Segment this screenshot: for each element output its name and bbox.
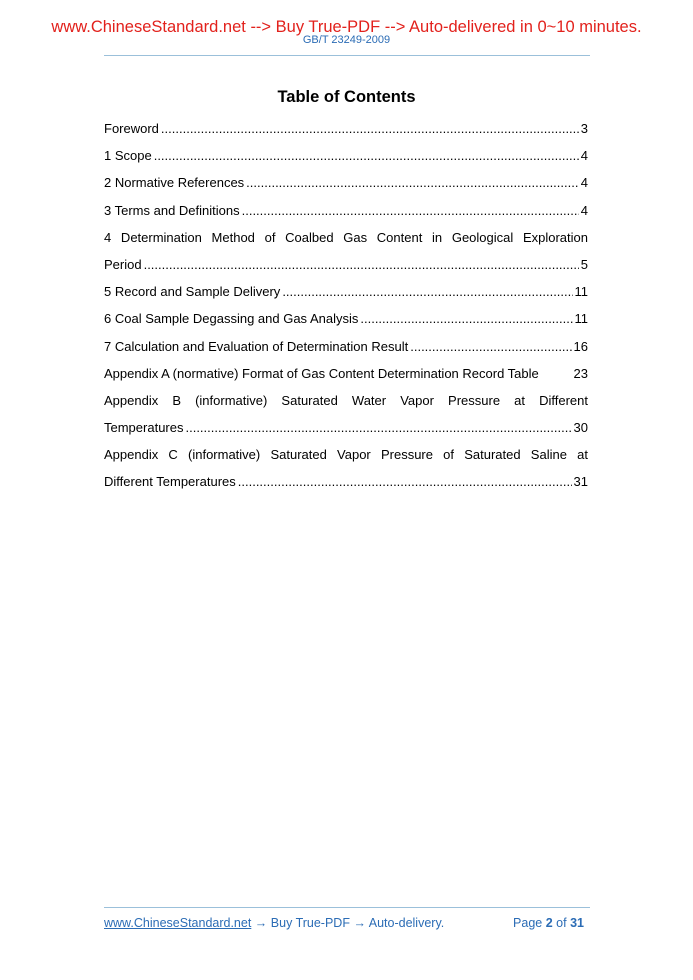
toc-leader-dots <box>360 309 572 329</box>
header-divider <box>104 55 590 56</box>
arrow-right-icon: → <box>353 916 366 930</box>
toc-entry-text: 5 Record and Sample Delivery <box>104 284 281 300</box>
toc-leader-dots <box>238 472 572 492</box>
toc-entry-page: 5 <box>580 256 588 272</box>
toc-entry-text: 1 Scope <box>104 148 152 164</box>
toc-leader-dots <box>242 201 579 221</box>
toc-entry-text: Foreword <box>104 121 159 136</box>
toc-entry-foreword[interactable] <box>104 119 588 146</box>
toc-leader-dots <box>282 282 572 302</box>
footer-delivery-text: Auto-delivery. <box>368 916 445 930</box>
toc-entry-page: 23 <box>573 365 588 381</box>
toc-entry-appendix-b-line1[interactable]: Appendix B (informative) Saturated Water Vapor Pressure at Different <box>104 392 588 408</box>
toc-leader-dots <box>246 173 579 193</box>
toc-leader-dots <box>154 146 579 166</box>
toc-entry-degassing-gas-analysis[interactable] <box>104 309 588 336</box>
page-current: 2 <box>545 916 553 930</box>
toc-entry-determination-method-line1[interactable]: 4 Determination Method of Coalbed Gas Content in Geological Exploration <box>104 229 588 245</box>
toc-entry-terms-definitions[interactable] <box>104 201 588 228</box>
page-label: Page <box>513 916 543 930</box>
toc-leader-dots <box>185 418 571 438</box>
header-banner-link[interactable]: www.ChineseStandard.net --> Buy True-PDF --> Auto-delivered in 0~10 minutes. <box>51 18 642 36</box>
page-of: of <box>556 916 567 930</box>
toc-entry-text: 2 Normative References <box>104 175 245 191</box>
toc-leader-dots <box>161 119 579 139</box>
toc-leader-dots <box>410 337 571 357</box>
toc-entry-page: 4 <box>580 148 588 164</box>
table-of-contents <box>104 119 588 500</box>
toc-entry-appendix-c[interactable] <box>104 472 588 499</box>
toc-entry-text: Different Temperatures <box>104 474 236 490</box>
toc-leader-dots <box>144 255 579 275</box>
toc-entry-text: Period <box>104 256 142 272</box>
toc-entry-appendix-b[interactable] <box>104 418 588 445</box>
toc-entry-page: 31 <box>573 474 588 490</box>
standard-number: GB/T 23249-2009 <box>302 34 391 46</box>
toc-entry-scope[interactable] <box>104 146 588 173</box>
toc-entry-record-sample-delivery[interactable] <box>104 282 588 309</box>
toc-entry-normative-references[interactable] <box>104 173 588 200</box>
page-total: 31 <box>570 916 584 930</box>
toc-entry-page: 4 <box>580 202 588 218</box>
toc-entry-determination-method[interactable] <box>104 255 588 282</box>
toc-entry-appendix-c-line1[interactable]: Appendix C (informative) Saturated Vapor Pressure of Saturated Saline at <box>104 447 588 463</box>
toc-entry-page: 30 <box>573 420 588 436</box>
page-footer <box>104 916 590 930</box>
footer-divider <box>104 907 590 908</box>
toc-entry-text: Temperatures <box>104 420 184 436</box>
toc-entry-page: 3 <box>580 121 588 136</box>
footer-site-link[interactable]: www.ChineseStandard.net <box>104 916 252 930</box>
toc-entry-calculation-evaluation[interactable] <box>104 337 588 364</box>
toc-entry-text: Appendix A (normative) Format of Gas Content Determination Record Table <box>104 365 539 381</box>
toc-entry-page: 16 <box>573 338 588 354</box>
toc-entry-page: 11 <box>574 284 588 300</box>
footer-buy-link[interactable]: Buy True-PDF <box>270 916 350 930</box>
page-indicator <box>513 916 584 930</box>
toc-entry-page: 4 <box>580 175 588 191</box>
toc-entry-text: 3 Terms and Definitions <box>104 202 240 218</box>
toc-entry-text: 6 Coal Sample Degassing and Gas Analysis <box>104 311 359 327</box>
toc-entry-page: 11 <box>574 311 588 327</box>
toc-title: Table of Contents <box>277 88 416 106</box>
toc-entry-appendix-a[interactable] <box>104 364 588 391</box>
arrow-right-icon: → <box>254 916 268 930</box>
toc-entry-text: 7 Calculation and Evaluation of Determination Result <box>104 338 409 354</box>
